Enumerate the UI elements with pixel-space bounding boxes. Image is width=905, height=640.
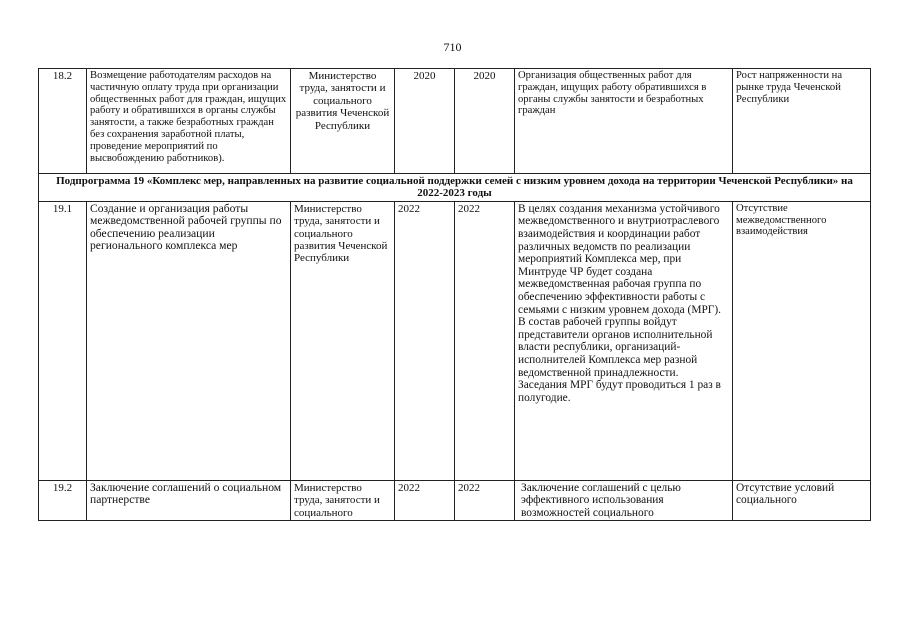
measure-title: Возмещение работодателям расходов на частичную оплату труда при организации общественных работ для граждан, ищущих работу и обратившихся в органы службы занятости, а также безработных граждан без сохранения заработной платы, проведение мероприятий по высвобождению работников). bbox=[87, 69, 291, 174]
executor: Министерство труда, занятости и социального bbox=[291, 480, 395, 520]
start-year: 2022 bbox=[395, 201, 455, 480]
measure-title: Создание и организация работы межведомственной рабочей группы по обеспечению реализации регионального комплекса мер bbox=[87, 201, 291, 480]
non-implementation-consequence: Отсутствие условий социального bbox=[733, 480, 871, 520]
measure-title: Заключение соглашений о социальном партнерстве bbox=[87, 480, 291, 520]
expected-result: Заключение соглашений с целью эффективного использования возможностей социального bbox=[515, 480, 733, 520]
non-implementation-consequence: Отсутствие межведомственного взаимодействия bbox=[733, 201, 871, 480]
table-row bbox=[39, 201, 871, 480]
end-year: 2022 bbox=[455, 201, 515, 480]
table-row bbox=[39, 69, 871, 174]
expected-result: В целях создания механизма устойчивого межведомственного и внутриотраслевого взаимодействия и координации работ различных ведомств по реализации мероприятий Комплекса мер, при Минтруде ЧР будет создана межведомственная рабочая группа по обеспечению эффективности работы с семьями с низким уровнем дохода (МРГ). В состав рабочей группы войдут представители органов исполнительной власти республики, организаций-исполнителей Комплекса мер разной ведомственной принадлежности. Заседания МРГ будут проводиться 1 раз в полугодие. bbox=[515, 201, 733, 480]
row-number: 19.2 bbox=[39, 480, 87, 520]
non-implementation-consequence: Рост напряженности на рынке труда Чеченской Республики bbox=[733, 69, 871, 174]
end-year: 2022 bbox=[455, 480, 515, 520]
table-row bbox=[39, 480, 871, 520]
row-number: 19.1 bbox=[39, 201, 87, 480]
executor: Министерство труда, занятости и социального развития Чеченской Республики bbox=[291, 201, 395, 480]
measures-table bbox=[38, 68, 871, 521]
subprogram-header-row bbox=[39, 174, 871, 202]
executor: Министерство труда, занятости и социального развития Чеченской Республики bbox=[291, 69, 395, 174]
start-year: 2020 bbox=[395, 69, 455, 174]
page-number: 710 bbox=[443, 40, 462, 54]
start-year: 2022 bbox=[395, 480, 455, 520]
end-year: 2020 bbox=[455, 69, 515, 174]
row-number: 18.2 bbox=[39, 69, 87, 174]
subprogram-title: Подпрограмма 19 «Комплекс мер, направленных на развитие социальной поддержки семей с низким уровнем дохода на территории Чеченской Республики» на 2022-2023 годы bbox=[39, 174, 871, 202]
expected-result: Организация общественных работ для граждан, ищущих работу обратившихся в органы службы занятости и безработных граждан bbox=[515, 69, 733, 174]
